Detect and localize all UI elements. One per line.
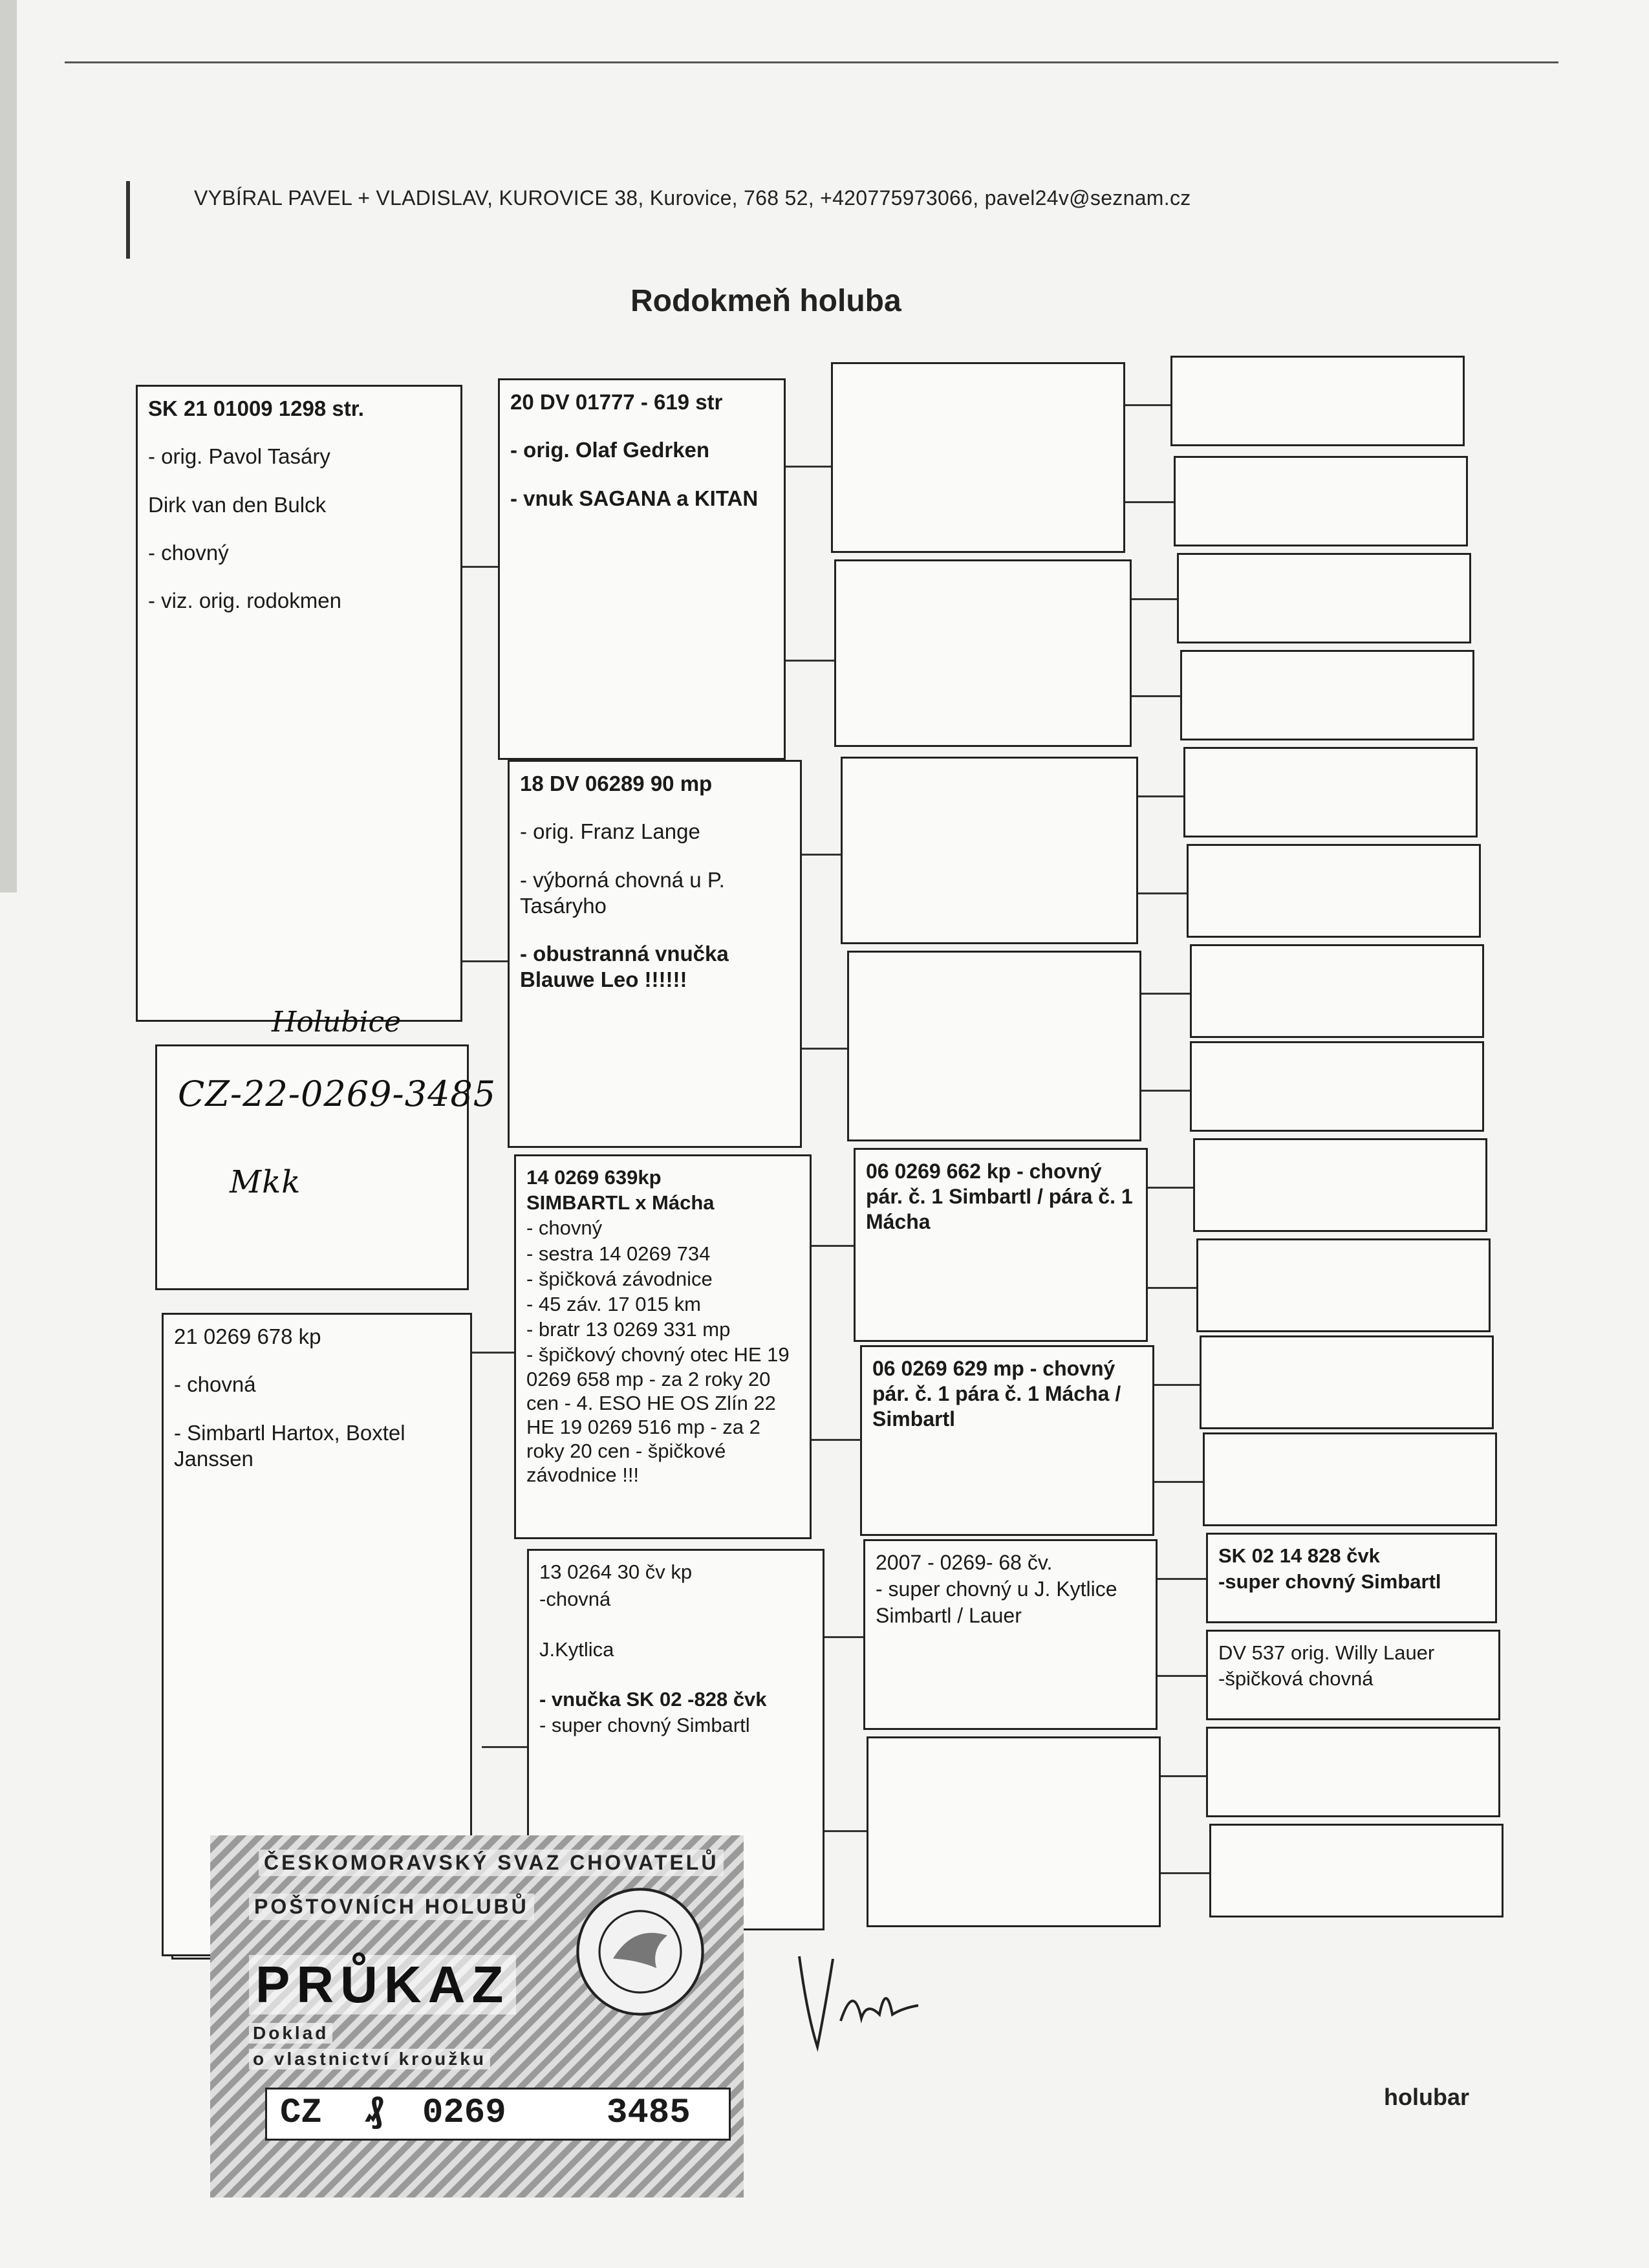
- tree-connector: [1154, 1384, 1200, 1386]
- tree-connector: [1125, 501, 1174, 503]
- gggp-box-empty: [1196, 1238, 1491, 1332]
- ggp-text: 06 0269 629 mp - chovný pár. č. 1 pára č. 1 Mácha / Simbartl: [872, 1357, 1121, 1431]
- gggp-box-ddss: [1206, 1533, 1497, 1623]
- grandsire-paternal-box: [498, 378, 786, 760]
- handwritten-subject-ring: CZ-22-0269-3485: [178, 1074, 497, 1114]
- ring-ownership-card: [210, 1835, 744, 2198]
- tree-connector: [824, 1636, 863, 1638]
- handwritten-signature: [789, 1943, 957, 2073]
- dam-ring: 21 0269 678 kp: [174, 1324, 321, 1348]
- tree-connector: [1141, 1090, 1190, 1092]
- gggp-box-empty: [1200, 1335, 1494, 1429]
- dam-line: - chovná: [174, 1372, 256, 1397]
- gp-ring: 14 0269 639kp: [526, 1166, 662, 1189]
- tree-connector: [1132, 598, 1177, 600]
- gp-line: - bratr 13 0269 331 mp: [526, 1318, 731, 1341]
- gggp-box-empty: [1183, 747, 1478, 837]
- ggp-text: 06 0269 662 kp - chovný pár. č. 1 Simbartl / pára č. 1 Mácha: [866, 1160, 1133, 1234]
- gp-line: - vnučka SK 02 -828 čvk: [539, 1688, 767, 1711]
- gp-line: - super chovný Simbartl: [539, 1714, 750, 1737]
- gp-line: - 45 záv. 17 015 km: [526, 1292, 701, 1315]
- card-org-line: ČESKOMORAVSKÝ SVAZ CHOVATELŮ: [259, 1850, 724, 1876]
- ggp-box-dsd: [860, 1345, 1154, 1536]
- gp-title: [526, 1191, 799, 1215]
- handwritten-initials: Mkk: [230, 1164, 301, 1200]
- gp-ring: 20 DV 01777 - 619 str: [510, 390, 723, 414]
- tree-connector: [482, 1746, 527, 1748]
- tree-connector: [1125, 404, 1170, 406]
- gggp-line: -super chovný Simbartl: [1218, 1570, 1441, 1593]
- gggp-box-ddsd: [1206, 1630, 1500, 1720]
- tree-connector: [1148, 1287, 1196, 1289]
- card-title: PRŮKAZ: [249, 1955, 516, 2014]
- granddam-paternal-box: [508, 760, 802, 1148]
- ring-number-box: [265, 2088, 731, 2141]
- tree-connector: [1132, 695, 1180, 697]
- gp-title-text: SIMBARTL x Mácha: [526, 1191, 715, 1215]
- gp-line: - obustranná vnučka Blauwe Leo !!!!!!: [520, 942, 729, 992]
- gggp-box-empty: [1177, 553, 1471, 643]
- gggp-box-empty: [1190, 944, 1484, 1038]
- tree-connector: [786, 466, 831, 468]
- pigeon-emblem-icon: [572, 1884, 708, 2020]
- tree-connector: [1141, 993, 1190, 995]
- tree-connector: [1138, 892, 1187, 894]
- tree-connector: [462, 566, 498, 568]
- gggp-line: -špičková chovná: [1218, 1667, 1374, 1690]
- gp-line: - špičkový chovný otec HE 19 0269 658 mp - za 2 roky 20 cen - 4. ESO HE OS Zlín 22 HE 19 0269 516 mp - za 2 roky 20 cen - špičkové závodnice !!!: [526, 1343, 790, 1487]
- grandsire-maternal-box: [514, 1154, 812, 1539]
- ggp-box-empty: [867, 1736, 1161, 1927]
- tree-connector: [1148, 1187, 1193, 1189]
- gggp-box-empty: [1190, 1041, 1484, 1132]
- tree-connector: [472, 1352, 514, 1354]
- holubar-logo: holubar: [1384, 2084, 1469, 2110]
- tree-connector: [812, 1439, 860, 1441]
- ggp-box-empty: [841, 757, 1138, 944]
- ggp-box-empty: [834, 559, 1132, 747]
- gp-line: J.Kytlica: [539, 1637, 614, 1661]
- tree-connector: [1158, 1675, 1206, 1677]
- gggp-box-empty: [1193, 1138, 1487, 1232]
- tree-connector: [786, 660, 834, 662]
- gp-line: - orig. Olaf Gedrken: [510, 438, 710, 462]
- dam-line: - Simbartl Hartox, Boxtel Janssen: [174, 1420, 405, 1471]
- page-title: Rodokmeň holuba: [630, 284, 901, 318]
- sire-line: Dirk van den Bulck: [148, 492, 327, 517]
- ring-number: 3485: [607, 2093, 691, 2133]
- tree-connector: [462, 960, 508, 962]
- gggp-box-empty: [1203, 1432, 1497, 1526]
- ggp-ring: 2007 - 0269- 68 čv.: [876, 1551, 1053, 1574]
- ggp-line: - super chovný u J. Kytlice: [876, 1577, 1117, 1601]
- gggp-box-empty: [1206, 1727, 1500, 1817]
- tree-connector: [1138, 795, 1183, 797]
- tree-connector: [802, 1048, 847, 1050]
- ring-club: 0269: [422, 2093, 506, 2133]
- tree-connector: [1158, 1578, 1206, 1580]
- sire-ring: SK 21 01009 1298 str.: [148, 396, 364, 420]
- breeder-contact-line: VYBÍRAL PAVEL + VLADISLAV, KUROVICE 38, Kurovice, 768 52, +420775973066, pavel24v@seznam.cz: [194, 186, 1191, 210]
- sire-line: - chovný: [148, 540, 229, 565]
- gp-line: - špičková závodnice: [526, 1267, 713, 1290]
- ggp-box-dds: [863, 1539, 1158, 1730]
- tree-connector: [1161, 1775, 1206, 1777]
- sire-line: - orig. Pavol Tasáry: [148, 444, 330, 469]
- gp-line: - výborná chovná u P. Tasáryho: [520, 867, 725, 918]
- gggp-box-empty: [1180, 650, 1474, 740]
- gp-ring: 18 DV 06289 90 mp: [520, 772, 713, 795]
- tree-connector: [802, 854, 841, 856]
- gggp-box-empty: [1209, 1824, 1503, 1917]
- scan-edge-shadow: [0, 0, 17, 892]
- ggp-box-empty: [847, 951, 1141, 1141]
- gggp-ring: SK 02 14 828 čvk: [1218, 1544, 1380, 1567]
- card-subtitle-2: o vlastnictví kroužku: [249, 2049, 490, 2069]
- gggp-box-empty: [1170, 356, 1465, 446]
- tree-connector: [824, 1830, 867, 1832]
- tree-connector: [1154, 1481, 1203, 1483]
- tree-connector: [1161, 1872, 1209, 1874]
- gp-line: - sestra 14 0269 734: [526, 1242, 711, 1265]
- ring-country: CZ: [280, 2093, 322, 2133]
- gp-line: - orig. Franz Lange: [520, 819, 700, 844]
- gp-line: - vnuk SAGANA a KITAN: [510, 486, 759, 510]
- header-rule: [126, 181, 130, 259]
- gp-line: - chovný: [526, 1216, 603, 1240]
- ring-glyph-icon: ₰: [364, 2093, 385, 2133]
- sire-line: - viz. orig. rodokmen: [148, 589, 341, 612]
- gggp-box-empty: [1174, 456, 1468, 546]
- ggp-line: Simbartl / Lauer: [876, 1604, 1022, 1628]
- gp-line: -chovná: [539, 1587, 611, 1610]
- ggp-box-empty: [831, 362, 1125, 553]
- sire-box: [136, 385, 462, 1022]
- handwritten-sex-label: Holubice: [272, 1006, 402, 1039]
- gggp-ring: DV 537 orig. Willy Lauer: [1218, 1641, 1435, 1664]
- card-subtitle: Doklad: [249, 2023, 332, 2044]
- ggp-box-dss: [854, 1148, 1148, 1342]
- page-top-edge: [65, 61, 1558, 63]
- tree-connector: [812, 1245, 854, 1247]
- gggp-box-empty: [1187, 844, 1481, 938]
- gp-ring: 13 0264 30 čv kp: [539, 1561, 693, 1583]
- card-org-line-2: POŠTOVNÍCH HOLUBŮ: [249, 1894, 534, 1920]
